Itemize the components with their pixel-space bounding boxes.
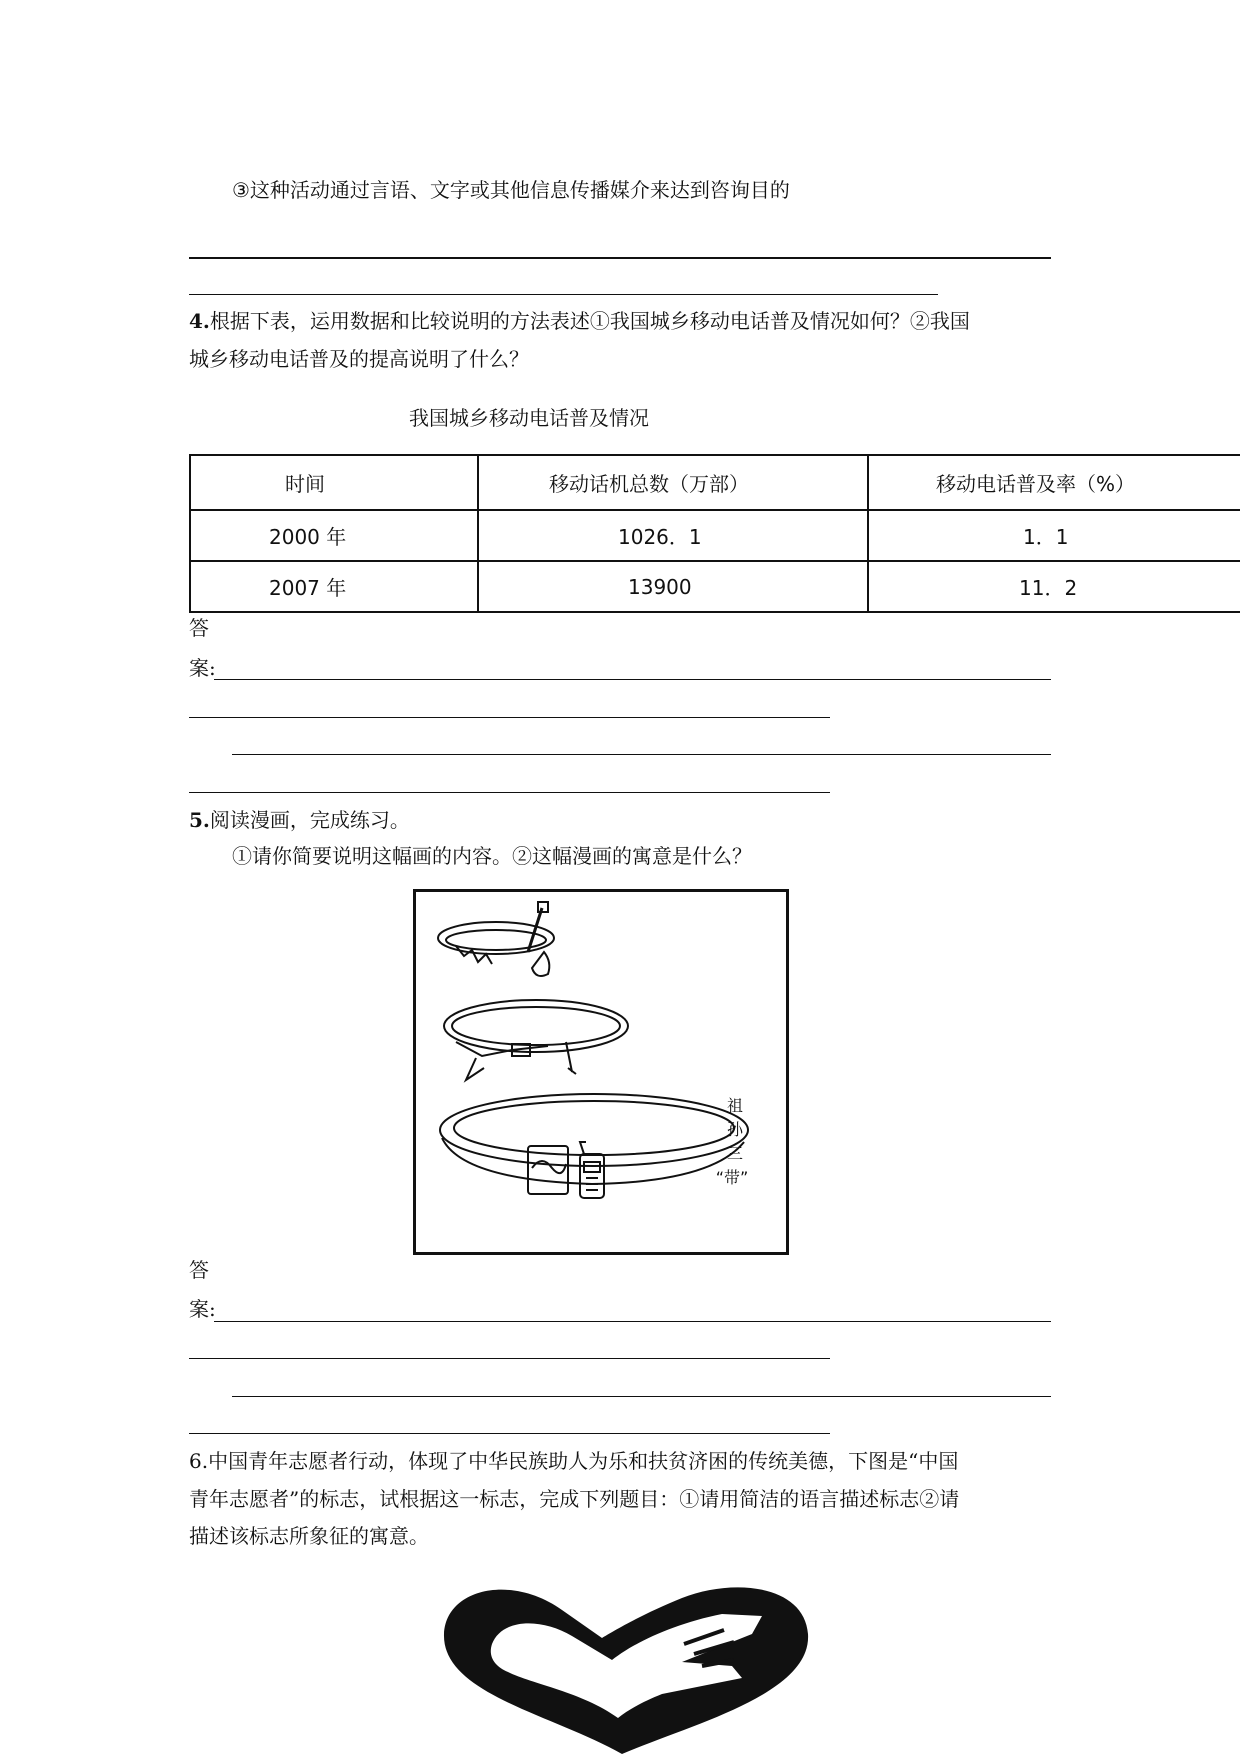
- q4-prompt-line2: 城乡移动电话普及的提高说明了什么？: [189, 347, 529, 371]
- q4-number: 4.: [189, 309, 210, 333]
- q5-number: 5.: [189, 808, 210, 832]
- table-header-cell: 时间: [190, 455, 478, 510]
- q4-prompt-line1: 4.根据下表，运用数据和比较说明的方法表述①我国城乡移动电话普及情况如何？②我国: [189, 309, 970, 333]
- q5-prompt: ①请你简要说明这幅画的内容。②这幅漫画的寓意是什么？: [232, 844, 752, 868]
- q5-title: 5.阅读漫画，完成练习。: [189, 808, 410, 832]
- table-row: [190, 561, 1240, 612]
- answer-line: [214, 1321, 1051, 1322]
- cartoon-image: [413, 889, 789, 1255]
- answer-label: 案:: [189, 656, 216, 680]
- answer-line: [214, 679, 1051, 680]
- answer-line: [232, 754, 1051, 755]
- belts-illustration: [416, 892, 786, 1252]
- item3-line3: ③这种活动通过言语、文字或其他信息传播媒介来达到咨询目的: [232, 178, 790, 202]
- answer-line: [189, 717, 830, 718]
- q4-data-table: [189, 454, 1240, 613]
- answer-label: 答: [189, 616, 209, 640]
- q6-number: 6.: [189, 1449, 209, 1473]
- table-cell: 1026．1: [478, 510, 868, 561]
- q4-table-title: 我国城乡移动电话普及情况: [409, 406, 649, 430]
- table-row: [190, 510, 1240, 561]
- table-header-row: [190, 455, 1240, 510]
- q6-prompt-line3: 描述该标志所象征的寓意。: [189, 1524, 429, 1548]
- answer-line: [232, 1396, 1051, 1397]
- answer-line: [189, 294, 938, 295]
- q6-prompt-line1: 6.中国青年志愿者行动，体现了中华民族助人为乐和扶贫济困的传统美德，下图是“中国: [189, 1449, 959, 1473]
- answer-label: 答: [189, 1258, 209, 1282]
- table-cell: 11．2: [868, 561, 1240, 612]
- answer-label: 案:: [189, 1297, 216, 1321]
- table-cell: 1．1: [868, 510, 1240, 561]
- answer-line: [189, 1433, 830, 1434]
- table-cell: 2007 年: [190, 561, 478, 612]
- volunteer-heart-hand-logo: [432, 1574, 812, 1754]
- answer-line: [189, 792, 830, 793]
- cartoon-caption: 祖 孙 三 “带”: [715, 1096, 749, 1187]
- table-header-cell: 移动电话普及率（%）: [868, 455, 1240, 510]
- table-cell: 13900: [478, 561, 868, 612]
- answer-line: [189, 257, 1051, 259]
- q6-prompt-line2: 青年志愿者”的标志，试根据这一标志，完成下列题目：①请用简洁的语言描述标志②请: [189, 1487, 960, 1511]
- table-header-cell: 移动话机总数（万部）: [478, 455, 868, 510]
- table-cell: 2000 年: [190, 510, 478, 561]
- answer-line: [189, 1358, 830, 1359]
